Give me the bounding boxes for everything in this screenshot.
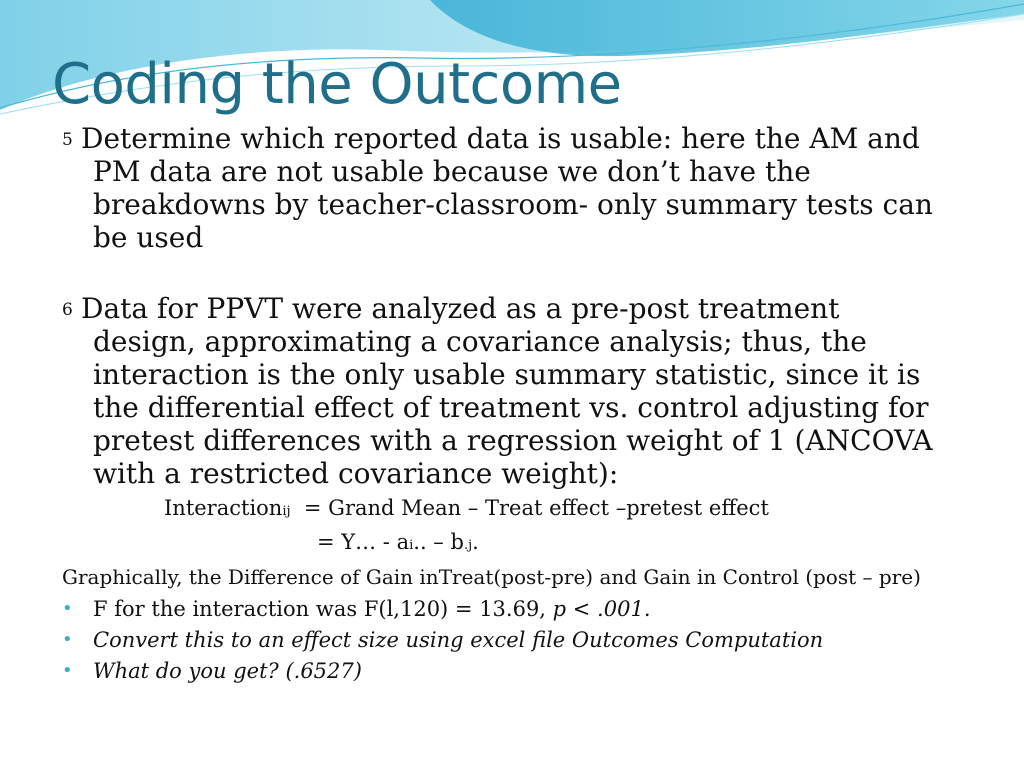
item-number: 5 bbox=[62, 130, 73, 150]
bullet-text-italic: Convert this to an effect size using excel file Outcomes Computation bbox=[93, 628, 824, 652]
formula-subscript: .j bbox=[463, 538, 473, 553]
item-text: design, approximating a covariance analysis; thus, the interaction is the only usable summary statistic, since it is the differential effect of treatment vs. control adjusting for pretest differences with a regression weight of 1 (ANCOVA with a restricted covariance weight): bbox=[93, 325, 933, 490]
bullet-text: F for the interaction was F(l,120) = 13.69, bbox=[93, 597, 553, 621]
numbered-item-6 bbox=[62, 292, 962, 490]
bullet-item bbox=[62, 596, 962, 622]
bullet-text-italic: p < .001. bbox=[552, 597, 651, 621]
bullet-icon: • bbox=[62, 660, 73, 681]
slide-title: Coding the Outcome bbox=[52, 52, 622, 117]
item-text-first-line: Data for PPVT were analyzed as a pre-post treatment bbox=[81, 292, 840, 325]
formula-subscript: ij bbox=[282, 504, 291, 519]
item-number: 6 bbox=[62, 300, 73, 320]
formula-subscript: i bbox=[409, 538, 414, 553]
formula-part: . bbox=[472, 530, 479, 554]
formula-line-1 bbox=[164, 494, 962, 526]
bullet-icon: • bbox=[62, 629, 73, 650]
numbered-item-5 bbox=[62, 122, 962, 254]
formula-part: .. – b bbox=[413, 530, 464, 554]
bullet-icon: • bbox=[62, 598, 73, 619]
formula-label: Interaction bbox=[164, 496, 283, 520]
slide-body bbox=[62, 122, 962, 689]
bullet-item bbox=[62, 658, 962, 684]
graph-description: Graphically, the Difference of Gain inTreat(post-pre) and Gain in Control (post – pre) bbox=[62, 565, 921, 589]
bullet-text-italic: What do you get? (.6527) bbox=[93, 659, 362, 683]
formula-line-2 bbox=[317, 528, 962, 560]
formula-rhs: = Grand Mean – Treat effect –pretest effect bbox=[303, 496, 769, 520]
item-text-first-line: Determine which reported data is usable: here the AM and bbox=[81, 122, 920, 155]
item-text: PM data are not usable because we don’t have the breakdowns by teacher-classroom- only summary tests can be used bbox=[93, 155, 933, 254]
bullet-item bbox=[62, 627, 962, 653]
formula-part: = Y… - a bbox=[317, 530, 410, 554]
bullet-list bbox=[62, 596, 962, 684]
